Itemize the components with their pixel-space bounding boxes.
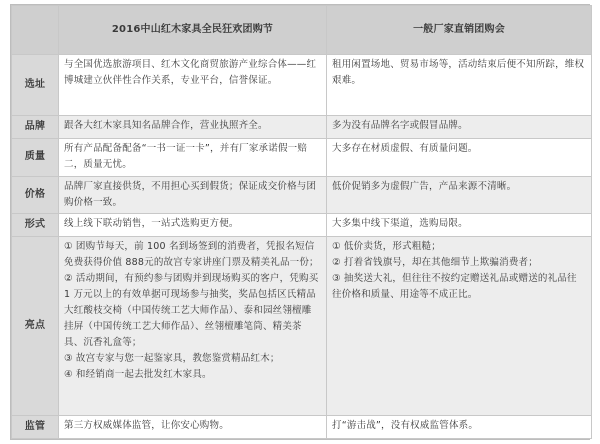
- cell-text: 大多集中线下渠道，选购局限。: [332, 218, 468, 230]
- cell-text: ① 低价卖货，形式粗糙；: [332, 240, 441, 252]
- header-corner: [12, 6, 59, 55]
- cell-text: 所有产品配备配备“一书一证一卡”，并有厂家承诺假一赔二，质量无忧。: [64, 142, 308, 170]
- cell-text: 跟各大红木家具知名品牌合作，营业执照齐全。: [64, 120, 268, 132]
- table-row: [12, 138, 592, 176]
- row-label: 品牌: [12, 116, 59, 138]
- cell-text: 多为没有品牌名字或假冒品牌。: [332, 120, 468, 132]
- groupbuy-festival-cell: [59, 176, 327, 214]
- cell-text: 品牌厂家直接供货，不用担心买到假货；保证成交价格与团购价格一致。: [64, 180, 317, 208]
- cell-text: 大多存在材质虚假、有质量问题。: [332, 142, 478, 154]
- table-row: [12, 416, 592, 439]
- groupbuy-festival-cell: [59, 236, 327, 416]
- ordinary-direct-sale-cell: [327, 116, 592, 138]
- groupbuy-festival-cell: [59, 138, 327, 176]
- cell-text: ④ 和经销商一起去批发红木家具。: [64, 368, 212, 380]
- cell-text: ③ 抽奖送大礼，但往往不按约定赠送礼品或赠送的礼品往往价格和质量、用途等不成正比。: [332, 272, 577, 300]
- groupbuy-festival-cell: [59, 214, 327, 236]
- cell-text: 打“游击战”，没有权威监管体系。: [332, 420, 479, 432]
- ordinary-direct-sale-cell: [327, 176, 592, 214]
- comparison-document: [10, 4, 590, 440]
- table-row: [12, 116, 592, 138]
- cell-text: ② 活动期间，有预约参与团购并到现场购买的客户，凭购买 1 万元以上的有效单据可现场参与抽奖，奖品包括区氏精品大红酸枝交椅（中国传统工艺大师作品）、泰和园丝翎檀雕挂屏（中国传统工艺大师作品）、丝翎檀雕笔筒、精美茶具、沉香礼盒等；: [64, 272, 319, 348]
- table-row: [12, 214, 592, 236]
- ordinary-direct-sale-cell: [327, 416, 592, 439]
- groupbuy-festival-cell: [59, 416, 327, 439]
- row-label: 选址: [12, 55, 59, 116]
- cell-text: 第三方权威媒体监管，让你安心购物。: [64, 420, 229, 432]
- comparison-table: [11, 5, 592, 439]
- row-label: 质量: [12, 138, 59, 176]
- row-label: 亮点: [12, 236, 59, 416]
- table-row: [12, 55, 592, 116]
- table-header-row: [12, 6, 592, 55]
- cell-text: ③ 故宫专家与您一起鉴家具，教您鉴赏精品红木；: [64, 352, 280, 364]
- ordinary-direct-sale-cell: [327, 214, 592, 236]
- groupbuy-festival-cell: [59, 55, 327, 116]
- header-ordinary-direct-sale: 一般厂家直销团购会: [327, 6, 592, 55]
- ordinary-direct-sale-cell: [327, 55, 592, 116]
- cell-text: 租用闲置场地、贸易市场等，活动结束后便不知所踪，维权艰难。: [332, 59, 585, 86]
- table-row: [12, 176, 592, 214]
- ordinary-direct-sale-cell: [327, 138, 592, 176]
- ordinary-direct-sale-cell: [327, 236, 592, 416]
- row-label: 形式: [12, 214, 59, 236]
- row-label: 价格: [12, 176, 59, 214]
- cell-text: 低价促销多为虚假广告，产品来源不清晰。: [332, 180, 517, 192]
- cell-text: 与全国优选旅游项目、红木文化商贸旅游产业综合体——红博城建立伙伴性合作关系，专业平台，信誉保证。: [64, 59, 317, 86]
- groupbuy-festival-cell: [59, 116, 327, 138]
- row-label: 监管: [12, 416, 59, 439]
- table-body: [12, 55, 592, 439]
- header-groupbuy-festival: 2016中山红木家具全民狂欢团购节: [59, 6, 327, 55]
- cell-text: ② 打着省钱旗号，却在其他细节上欺骗消费者；: [332, 256, 538, 268]
- table-row: [12, 236, 592, 416]
- cell-text: 线上线下联动销售，一站式选购更方便。: [64, 218, 239, 230]
- cell-text: ① 团购节每天，前 100 名到场签到的消费者，凭报名短信免费获得价值 888元的故宫专家讲座门票及精美礼品一份；: [64, 240, 319, 268]
